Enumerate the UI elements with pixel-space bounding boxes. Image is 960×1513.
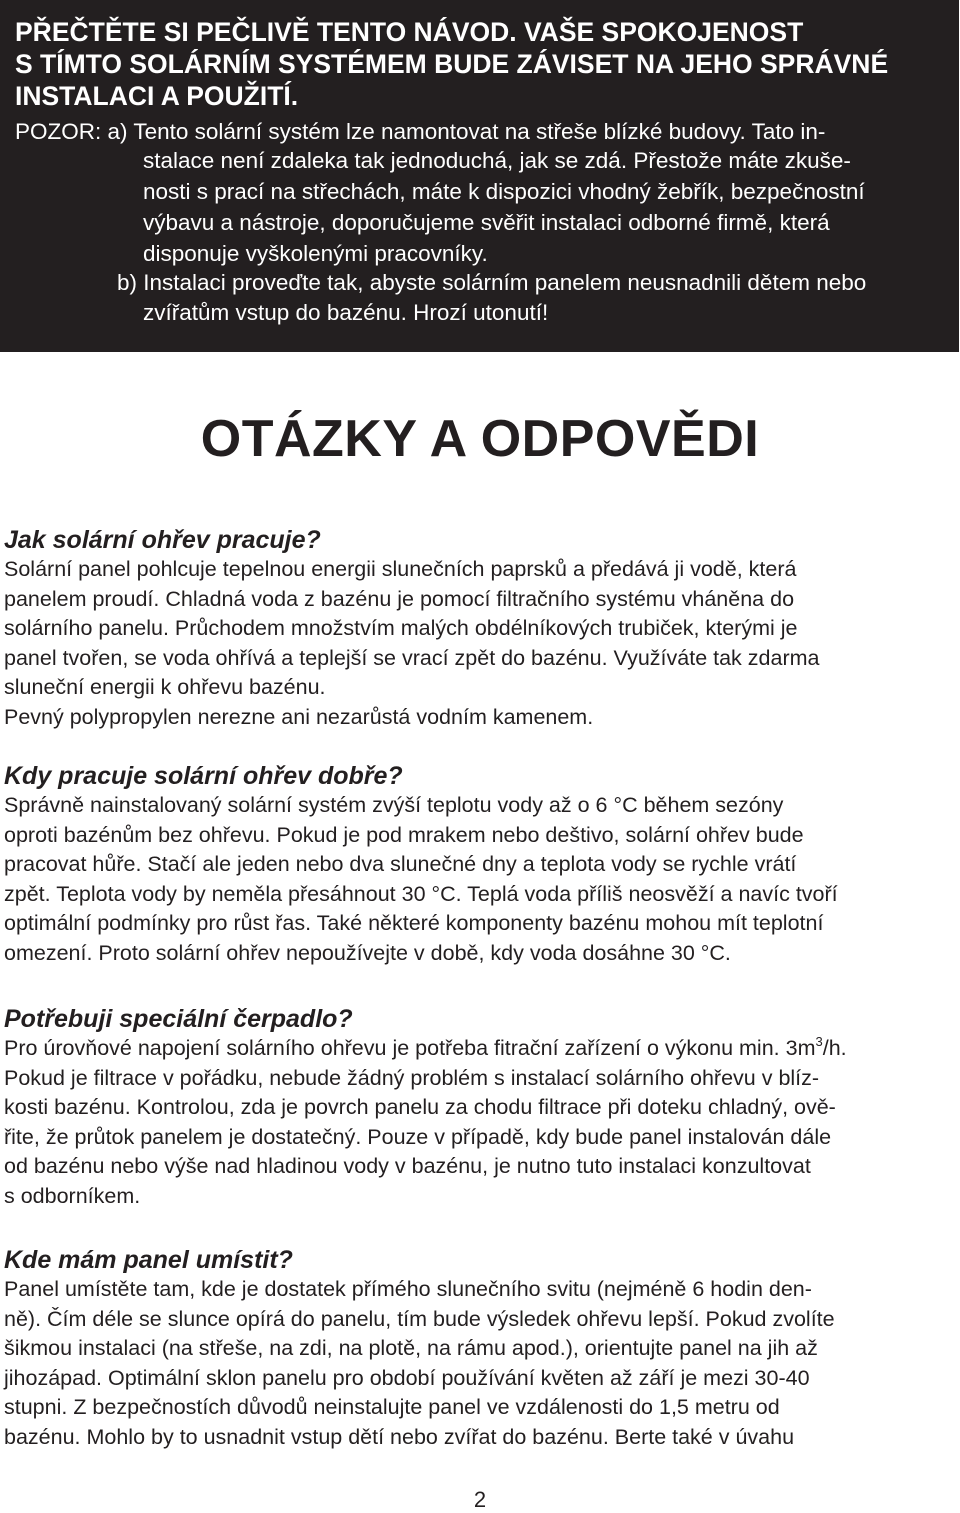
answer-line: Pokud je filtrace v pořádku, nebude žádný problém s instalací solárního ohřevu v blíz- <box>4 1065 820 1090</box>
answer-line: jihozápad. Optimální sklon panelu pro období používání květen až září je mezi 30-40 <box>4 1365 810 1390</box>
answer-line: s odborníkem. <box>4 1183 141 1208</box>
answer-line: řite, že průtok panelem je dostatečný. Pouze v případě, kdy bude panel instalován dále <box>4 1124 832 1149</box>
answer-line: oproti bazénům bez ohřevu. Pokud je pod mrakem nebo deštivo, solární ohřev bude <box>4 822 804 847</box>
warning-box <box>0 0 959 352</box>
page-number: 2 <box>473 1487 487 1512</box>
answer-line: šikmou instalaci (na střeše, na zdi, na plotě, na rámu apod.), orientujte panel na jih až <box>4 1336 818 1360</box>
page-title: OTÁZKY A ODPOVĚDI <box>200 410 760 468</box>
warning-heading-line: PŘEČTĚTE SI PEČLIVĚ TENTO NÁVOD. VAŠE SPOKOJENOST <box>15 17 804 47</box>
faq-question: Kde mám panel umístit? <box>4 1246 293 1274</box>
faq-question: Potřebuji speciální čerpadlo? <box>4 1005 353 1033</box>
answer-line <box>4 1034 954 1064</box>
answer-line: pracovat hůře. Stačí ale jeden nebo dva slunečné dny a teplota vody se rychle vrátí <box>4 852 797 876</box>
answer-line-text: Pro úrovňové napojení solárního ohřevu je potřeba fitrační zařízení o výkonu min. 3m <box>4 1036 816 1060</box>
answer-line: kosti bazénu. Kontrolou, zda je povrch panelu za chodu filtrace při doteku chladný, ově- <box>4 1095 836 1119</box>
faq-section-placement <box>4 1245 954 1452</box>
faq-answer <box>4 1034 954 1211</box>
answer-line: stupni. Z bezpečnostích důvodů neinstalujte panel ve vzdálenosti do 1,5 metru od <box>4 1395 780 1419</box>
answer-line: ně). Čím déle se slunce opírá do panelu, tím bude výsledek ohřevu lepší. Pokud zvolíte <box>4 1306 835 1331</box>
warning-heading <box>15 16 955 112</box>
faq-answer <box>4 791 954 968</box>
faq-question: Jak solární ohřev pracuje? <box>4 526 321 554</box>
warning-line-pozor-a: POZOR: a) Tento solární systém lze namontovat na střeše blízké budovy. Tato in- <box>15 119 826 144</box>
warning-heading-line: INSTALACI A POUŽITÍ. <box>15 81 299 111</box>
answer-line: panel tvořen, se voda ohřívá a teplejší se vrací zpět do bazénu. Využíváte tak zdarma <box>4 645 820 670</box>
faq-section-how-it-works <box>4 525 954 732</box>
faq-answer <box>4 555 954 732</box>
answer-line: solárního panelu. Průchodem množstvím malých obdélníkových trubiček, kterými je <box>4 616 798 640</box>
warning-line: nosti s prací na střechách, máte k dispozici vhodný žebřík, bezpečnostní <box>143 179 865 204</box>
faq-question: Kdy pracuje solární ohřev dobře? <box>4 762 403 790</box>
answer-line: Pevný polypropylen nerezne ani nezarůstá vodním kamenem. <box>4 704 594 729</box>
answer-line: sluneční energii k ohřevu bazénu. <box>4 675 326 699</box>
answer-line: zpět. Teplota vody by neměla přesáhnout 30 °C. Teplá voda příliš neosvěží a navíc tvoří <box>4 881 838 906</box>
faq-answer <box>4 1275 954 1452</box>
warning-line-b: b) Instalaci proveďte tak, abyste solárním panelem neusnadnili dětem nebo <box>117 270 867 295</box>
faq-section-when-works-well <box>4 761 954 968</box>
answer-line: Panel umístěte tam, kde je dostatek přímého slunečního svitu (nejméně 6 hodin den- <box>4 1277 812 1301</box>
answer-line: omezení. Proto solární ohřev nepoužívejte v době, kdy voda dosáhne 30 °C. <box>4 940 731 965</box>
answer-line: Solární panel pohlcuje tepelnou energii slunečních paprsků a předává ji vodě, která <box>4 557 797 581</box>
warning-line: stalace není zdaleka tak jednoduchá, jak se zdá. Přestože máte zkuše- <box>143 148 851 173</box>
answer-line: Správně nainstalovaný solární systém zvýší teplotu vody až o 6 °C během sezóny <box>4 793 784 817</box>
answer-line: optimální podmínky pro růst řas. Také některé komponenty bazénu mohou mít teplotní <box>4 911 824 935</box>
answer-line: panelem proudí. Chladná voda z bazénu je pomocí filtračního systému vháněna do <box>4 586 795 611</box>
answer-line: od bazénu nebo výše nad hladinou vody v bazénu, je nutno tuto instalaci konzultovat <box>4 1154 811 1178</box>
warning-line: disponuje vyškolenými pracovníky. <box>143 241 488 266</box>
warning-heading-line: S TÍMTO SOLÁRNÍM SYSTÉMEM BUDE ZÁVISET NA JEHO SPRÁVNÉ <box>15 49 889 79</box>
faq-section-pump <box>4 1004 954 1211</box>
warning-line: výbavu a nástroje, doporučujeme svěřit instalaci odborné firmě, která <box>143 210 830 235</box>
answer-line-unit: /h. <box>822 1036 847 1060</box>
answer-line: bazénu. Mohlo by to usnadnit vstup dětí nebo zvířat do bazénu. Berte také v úvahu <box>4 1424 795 1449</box>
warning-line: zvířatům vstup do bazénu. Hrozí utonutí! <box>143 300 549 325</box>
superscript: 3 <box>815 1034 823 1049</box>
